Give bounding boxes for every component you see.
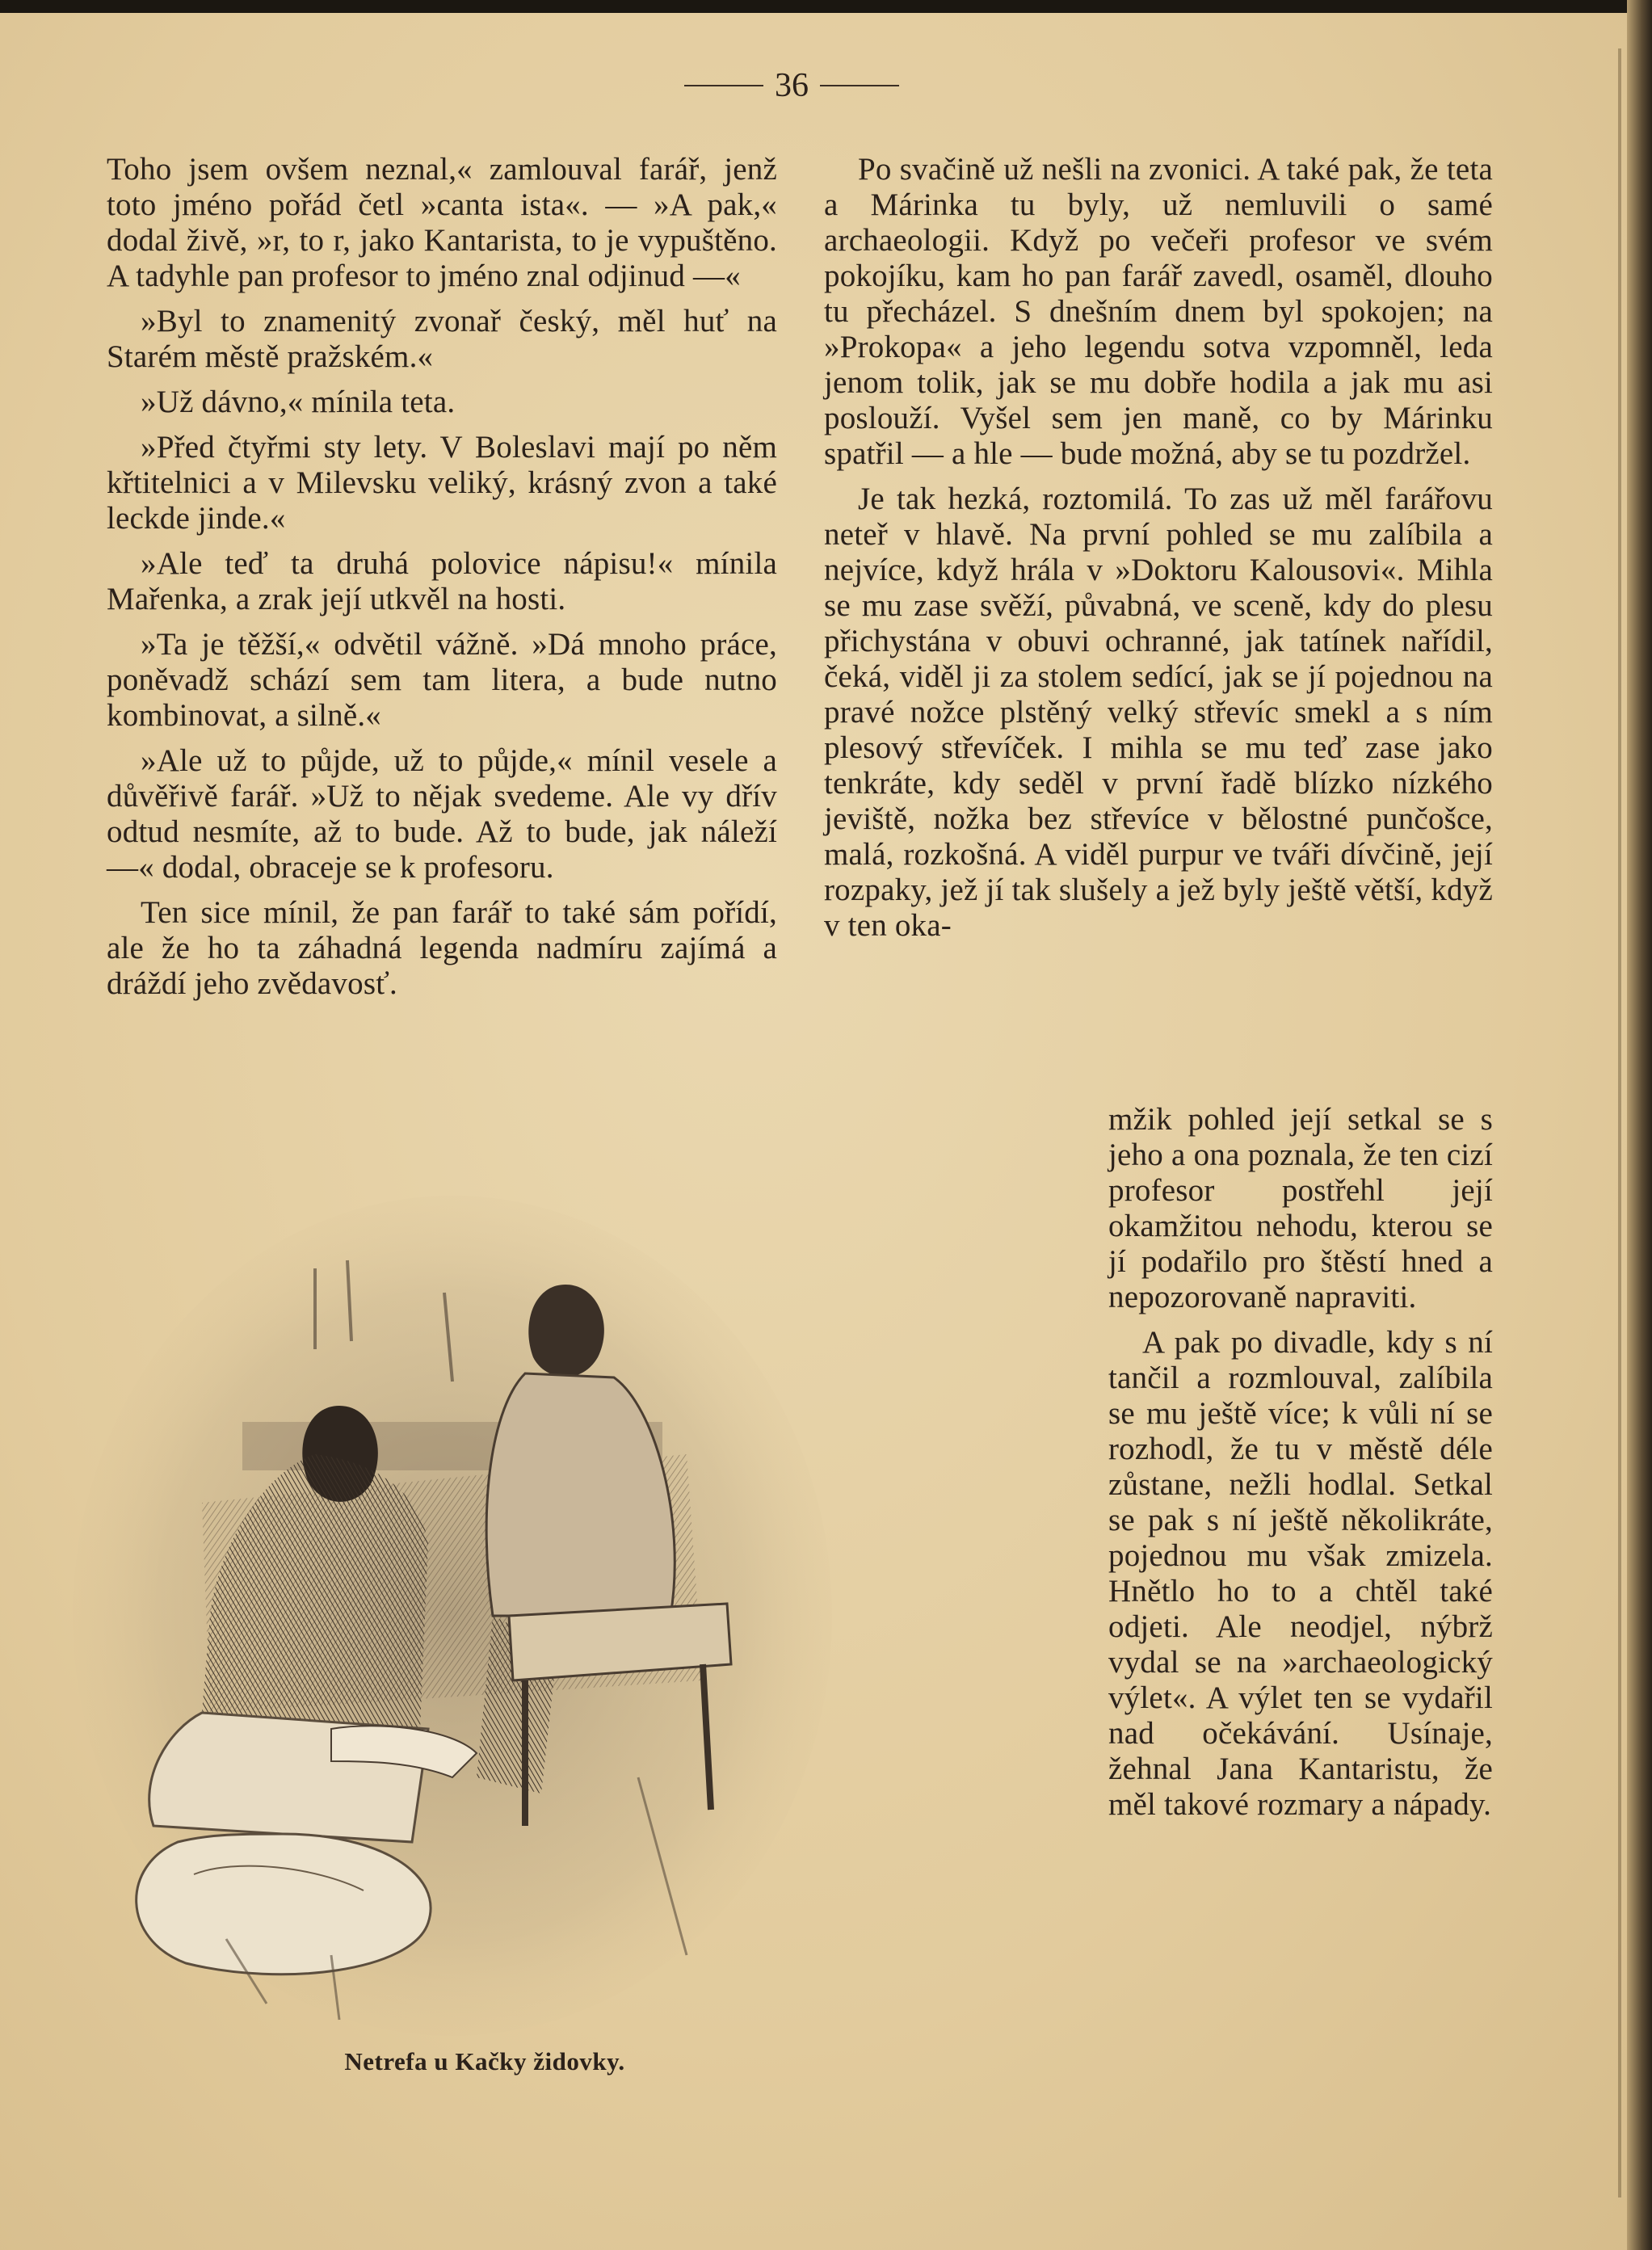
- engraving-illustration-icon: [73, 1163, 840, 2036]
- header-rule-right: [820, 85, 899, 86]
- paragraph: »Byl to znamenitý zvonař český, měl huť na Starém městě pražském.«: [107, 304, 777, 374]
- illustration-caption: Netrefa u Kačky židovky.: [344, 2047, 625, 2075]
- scan-right-edge: [1627, 0, 1652, 2250]
- right-column: [824, 152, 1493, 953]
- paragraph: Toho jsem ovšem neznal,« zamlouval farář, jenž toto jméno pořád četl »canta ista«. — »A pak,« dodal živě, »r, to r, jako Kantarista, to je vypuštěno. A tadyhle pan profesor to jméno znal odjinud —«: [107, 152, 777, 293]
- paragraph: Po svačině už nešli na zvonici. A také pak, že teta a Márinka tu byly, už nemluvili o samé archaeologii. Když po večeři profesor ve svém pokojíku, kam ho pan farář zavedl, osaměl, dlouho tu přecházel. S dnešním dnem byl spokojen; na »Prokopa« a jeho legendu sotva vzpomněl, leda jenom tolik, jak se mu dobře hodila a jak mu asi poslouží. Vyšel sem jen maně, co by Márinku spatřil — a hle — bude možná, aby se tu pozdržel.: [824, 152, 1493, 471]
- page-number-header: [670, 65, 913, 107]
- left-column: [107, 152, 777, 1011]
- page-edge-shadow: [1618, 48, 1621, 2197]
- paragraph: »Ale teď ta druhá polovice nápisu!« mínila Mařenka, a zrak její utkvěl na hosti.: [107, 546, 777, 616]
- header-rule-left: [684, 85, 763, 86]
- page-number: 36: [775, 67, 809, 104]
- paragraph: »Už dávno,« mínila teta.: [141, 385, 456, 419]
- paragraph: »Ta je těžší,« odvětil vážně. »Dá mnoho práce, poněvadž schází sem tam litera, a bude nutno kombinovat, a silně.«: [107, 627, 777, 733]
- paragraph: A pak po divadle, kdy s ní tančil a rozmlouval, zalíbila se mu ještě více; k vůli ní se rozhodl, že tu v městě déle zůstane, nežli hodlal. Setkal se pak s ní ještě několikráte, pojednou mu však zmizela. Hnětlo ho to a chtěl také odjeti. Ale neodjel, nýbrž vydal se na »archaeologický výlet«. A výlet ten se vydařil nad očekávání. Usínaje, žehnal Jana Kantaristu, že měl takové rozmary a nápady.: [1108, 1325, 1493, 1822]
- paragraph: Ten sice mínil, že pan farář to také sám pořídí, ale že ho ta záhadná legenda nadmíru zajímá a dráždí jeho zvědavosť.: [107, 895, 777, 1001]
- paragraph: »Ale už to půjde, už to půjde,« mínil vesele a důvěřivě farář. »Už to nějak svedeme. Ale vy dřív odtud nesmíte, až to bude. Až to bude, jak náleží —« dodal, obraceje se k profesoru.: [107, 743, 777, 885]
- paragraph: Je tak hezká, roztomilá. To zas už měl farářovu neteř v hlavě. Na první pohled se mu zalíbila a nejvíce, když hrála v »Doktoru Kalousovi«. Mihla se mu zase svěží, půvabná, ve sceně, kdy do plesu přichystána v obuvi ochranné, jak tatínek nařídil, čeká, viděl ji za stolem sedící, jak se jí pojednou na pravé nožce plstěný velký střevíc smekl a s ním plesový střevíček. I mihla se mu teď zase jako tenkráte, kdy seděl v první řadě blízko nízkého jeviště, nožka bez střevíce v bělostné punčošce, malá, rozkošná. A viděl purpur ve tváři dívčině, její rozpaky, jež jí tak slušely a jež byly ještě větší, když v ten oka-: [824, 482, 1493, 943]
- paragraph: mžik pohled její setkal se s jeho a ona poznala, že ten cizí profesor postřehl její okamžitou nehodu, kterou se jí podařilo pro štěstí hned a nepozorovaně napraviti.: [1108, 1102, 1493, 1314]
- right-column-narrow: [1108, 1102, 1493, 1832]
- scan-top-edge: [0, 0, 1652, 13]
- paragraph: »Před čtyřmi sty lety. V Boleslavi mají po něm křtitelnici a v Milevsku veliký, krásný zvon a také leckde jinde.«: [107, 430, 777, 536]
